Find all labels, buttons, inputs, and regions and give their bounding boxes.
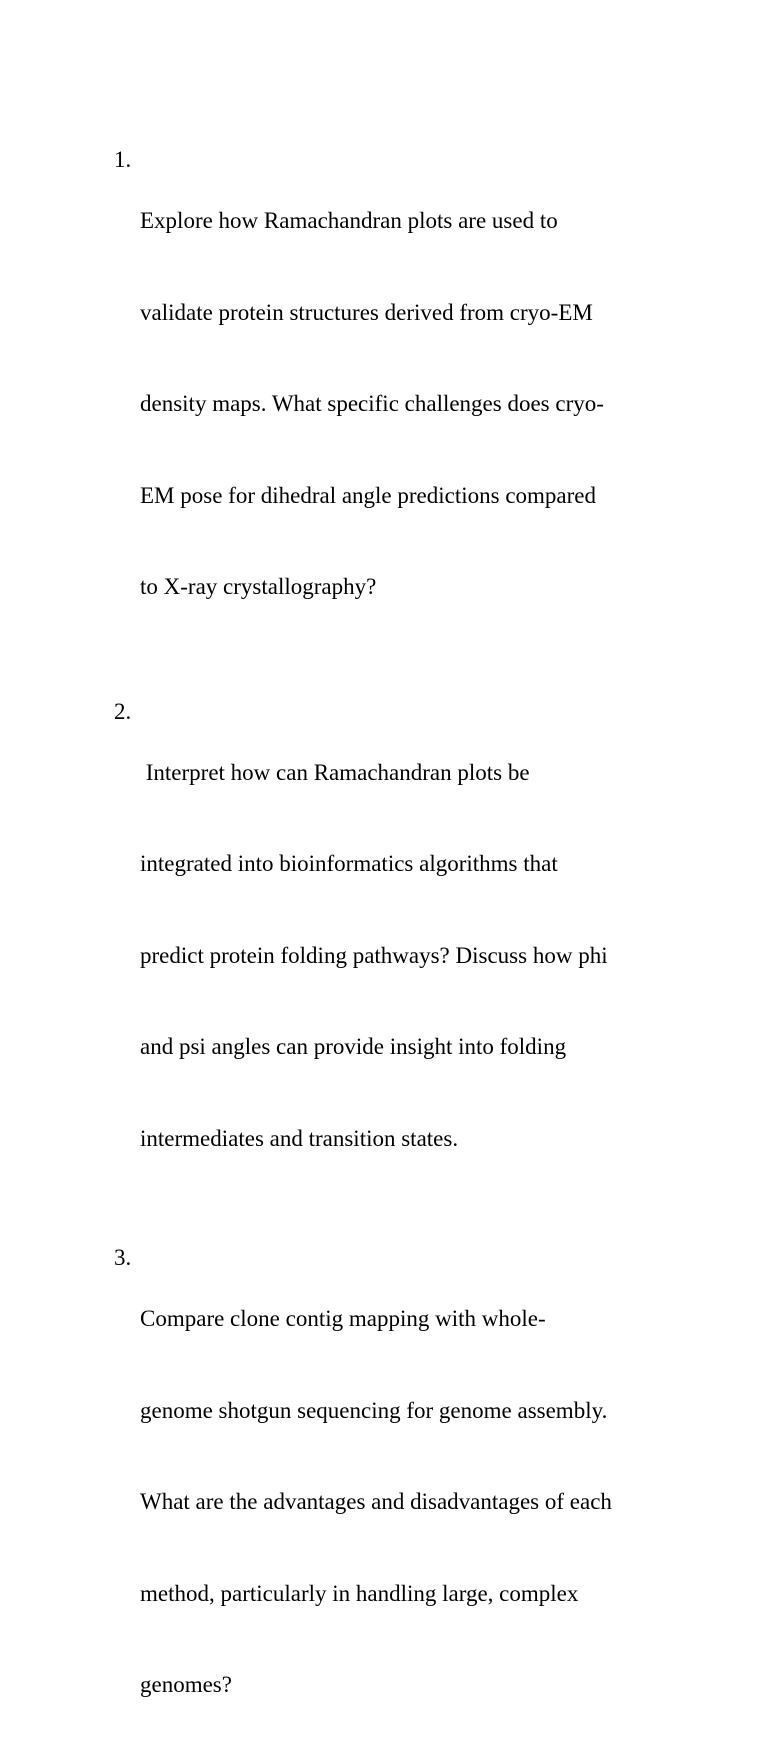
question-text bbox=[140, 697, 684, 1216]
question-line: method, particularly in handling large, complex bbox=[140, 1580, 579, 1606]
question-line: genomes? bbox=[140, 1672, 232, 1697]
question-item-2 bbox=[114, 697, 684, 1216]
question-line: predict protein folding pathways? Discuss how phi bbox=[140, 942, 608, 968]
question-line: What are the advantages and disadvantages of each bbox=[140, 1489, 612, 1514]
question-number: 2. bbox=[114, 698, 132, 724]
question-number: 3. bbox=[114, 1245, 132, 1270]
question-line: Explore how Ramachandran plots are used to bbox=[140, 208, 558, 233]
question-number: 1. bbox=[114, 147, 132, 172]
question-item-1 bbox=[114, 145, 684, 664]
question-line: genome shotgun sequencing for genome assembly. bbox=[140, 1397, 608, 1423]
question-line: Compare clone contig mapping with whole- bbox=[140, 1306, 546, 1331]
question-line: integrated into bioinformatics algorithms that bbox=[140, 851, 558, 876]
question-line: and psi angles can provide insight into folding bbox=[140, 1034, 567, 1059]
question-text bbox=[140, 145, 684, 664]
question-list bbox=[114, 145, 684, 1762]
question-text bbox=[140, 1243, 684, 1762]
question-line: Interpret how can Ramachandran plots be bbox=[140, 759, 530, 785]
question-item-3 bbox=[114, 1243, 684, 1762]
question-line: intermediates and transition states. bbox=[140, 1125, 459, 1151]
question-line: validate protein structures derived from cryo-EM bbox=[140, 299, 593, 325]
question-line: to X-ray crystallography? bbox=[140, 574, 377, 599]
question-line: density maps. What specific challenges does cryo- bbox=[140, 391, 604, 416]
question-line: EM pose for dihedral angle predictions compared bbox=[140, 482, 597, 508]
